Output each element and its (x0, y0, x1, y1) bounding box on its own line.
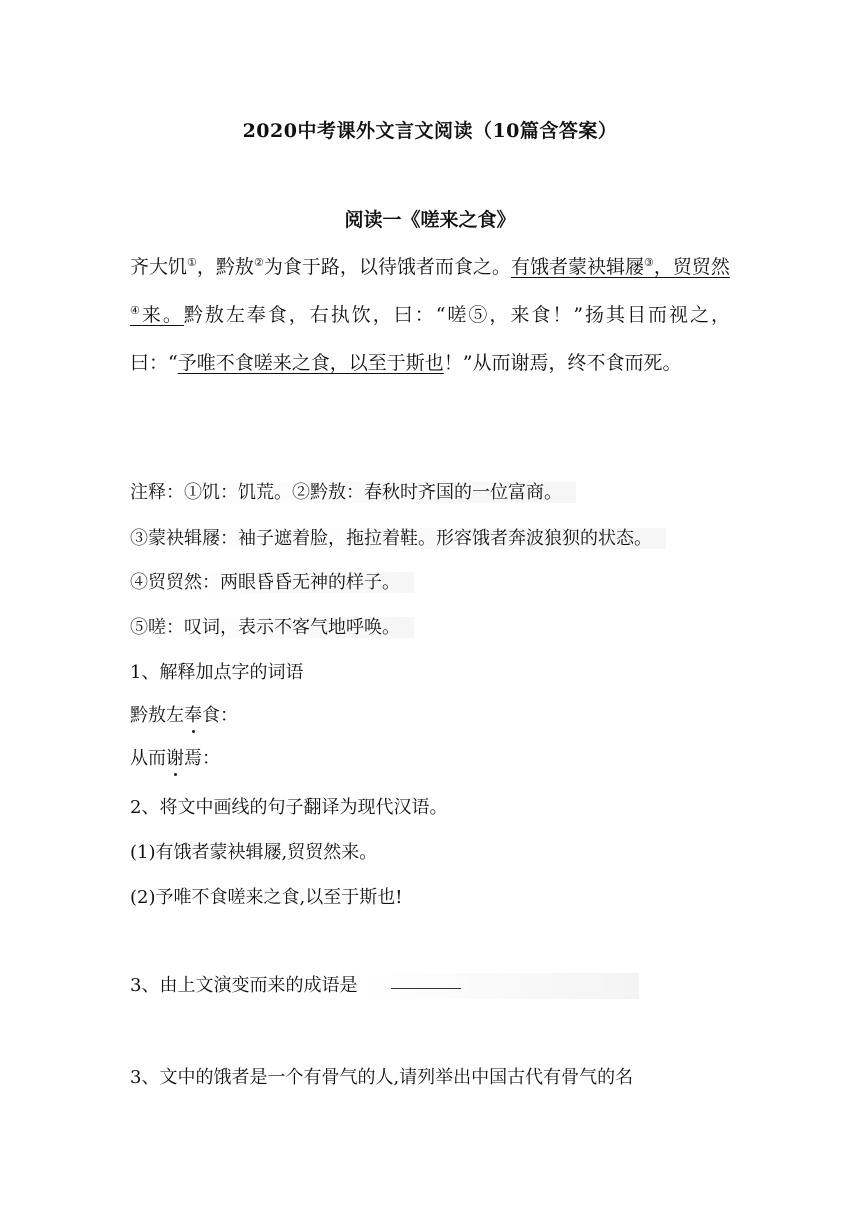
dotted-character: 奉 (184, 701, 202, 727)
question-text: 焉： (184, 748, 220, 769)
section-title: 阅读一《嗟来之食》 (344, 209, 516, 231)
question-3 (130, 971, 639, 999)
note-line (130, 478, 576, 504)
passage-text: 为食于路，以待饿者而食之。 (263, 256, 511, 278)
underlined-sentence-2: 予唯不食嗟来之食，以至于斯也 (177, 352, 444, 374)
underlined-text: 有饿者蒙袂辑屦 (510, 256, 645, 278)
passage-text: ，黔敖 (196, 256, 254, 278)
question-2: 2、将文中画线的句子翻译为现代汉语。 (130, 797, 448, 818)
passage-text: 黔敖左奉食，右执饮，曰：“嗟⑤，来食！”扬其目而视之，曰：“ (130, 304, 730, 374)
question-2-item-2: (2)予唯不食嗟来之食,以至于斯也! (130, 887, 403, 908)
question-text: 3、由上文演变而来的成语是 (130, 975, 358, 996)
note-text: ⑤嗟：叹词，表示不客气地呼唤。 (130, 617, 414, 638)
note-text: ③蒙袂辑屦：袖子遮着脸，拖拉着鞋。形容饿者奔波狼狈的状态。 (130, 528, 666, 549)
question-1: 1、解释加点字的词语 (130, 662, 304, 683)
footnote-marker: ④ (130, 304, 142, 317)
question-text: 从而 (130, 748, 166, 769)
note-text: ④贸贸然：两眼昏昏无神的样子。 (130, 572, 414, 593)
document-title: 2020中考课外文言文阅读（10篇含答案） (242, 120, 618, 142)
underlined-text: ，贸贸然 (653, 256, 730, 278)
answer-blank[interactable] (391, 974, 461, 989)
footnote-marker: ③ (644, 256, 654, 269)
answer-blank-area (357, 973, 639, 999)
underlined-text: 来。 (141, 304, 184, 326)
passage-text: ！”从而谢焉，终不食而死。 (443, 352, 682, 374)
dotted-character: 谢 (166, 744, 184, 770)
note-line (130, 524, 666, 550)
passage-text: 齐大饥 (130, 256, 188, 278)
question-text: 食： (202, 705, 238, 726)
question-text: 黔敖左 (130, 705, 184, 726)
note-line (130, 613, 414, 639)
question-4: 3、文中的饿者是一个有骨气的人,请列举出中国古代有骨气的名 (130, 1067, 634, 1088)
footnote-marker: ② (253, 256, 264, 269)
note-line (130, 568, 414, 594)
classical-passage (130, 243, 730, 387)
footnote-marker: ① (187, 256, 197, 269)
question-1b (130, 744, 220, 770)
note-text: 注释：①饥：饥荒。②黔敖：春秋时齐国的一位富商。 (130, 482, 576, 503)
question-1a (130, 701, 238, 727)
question-2-item-1: (1)有饿者蒙袂辑屦,贸贸然来。 (130, 842, 378, 863)
